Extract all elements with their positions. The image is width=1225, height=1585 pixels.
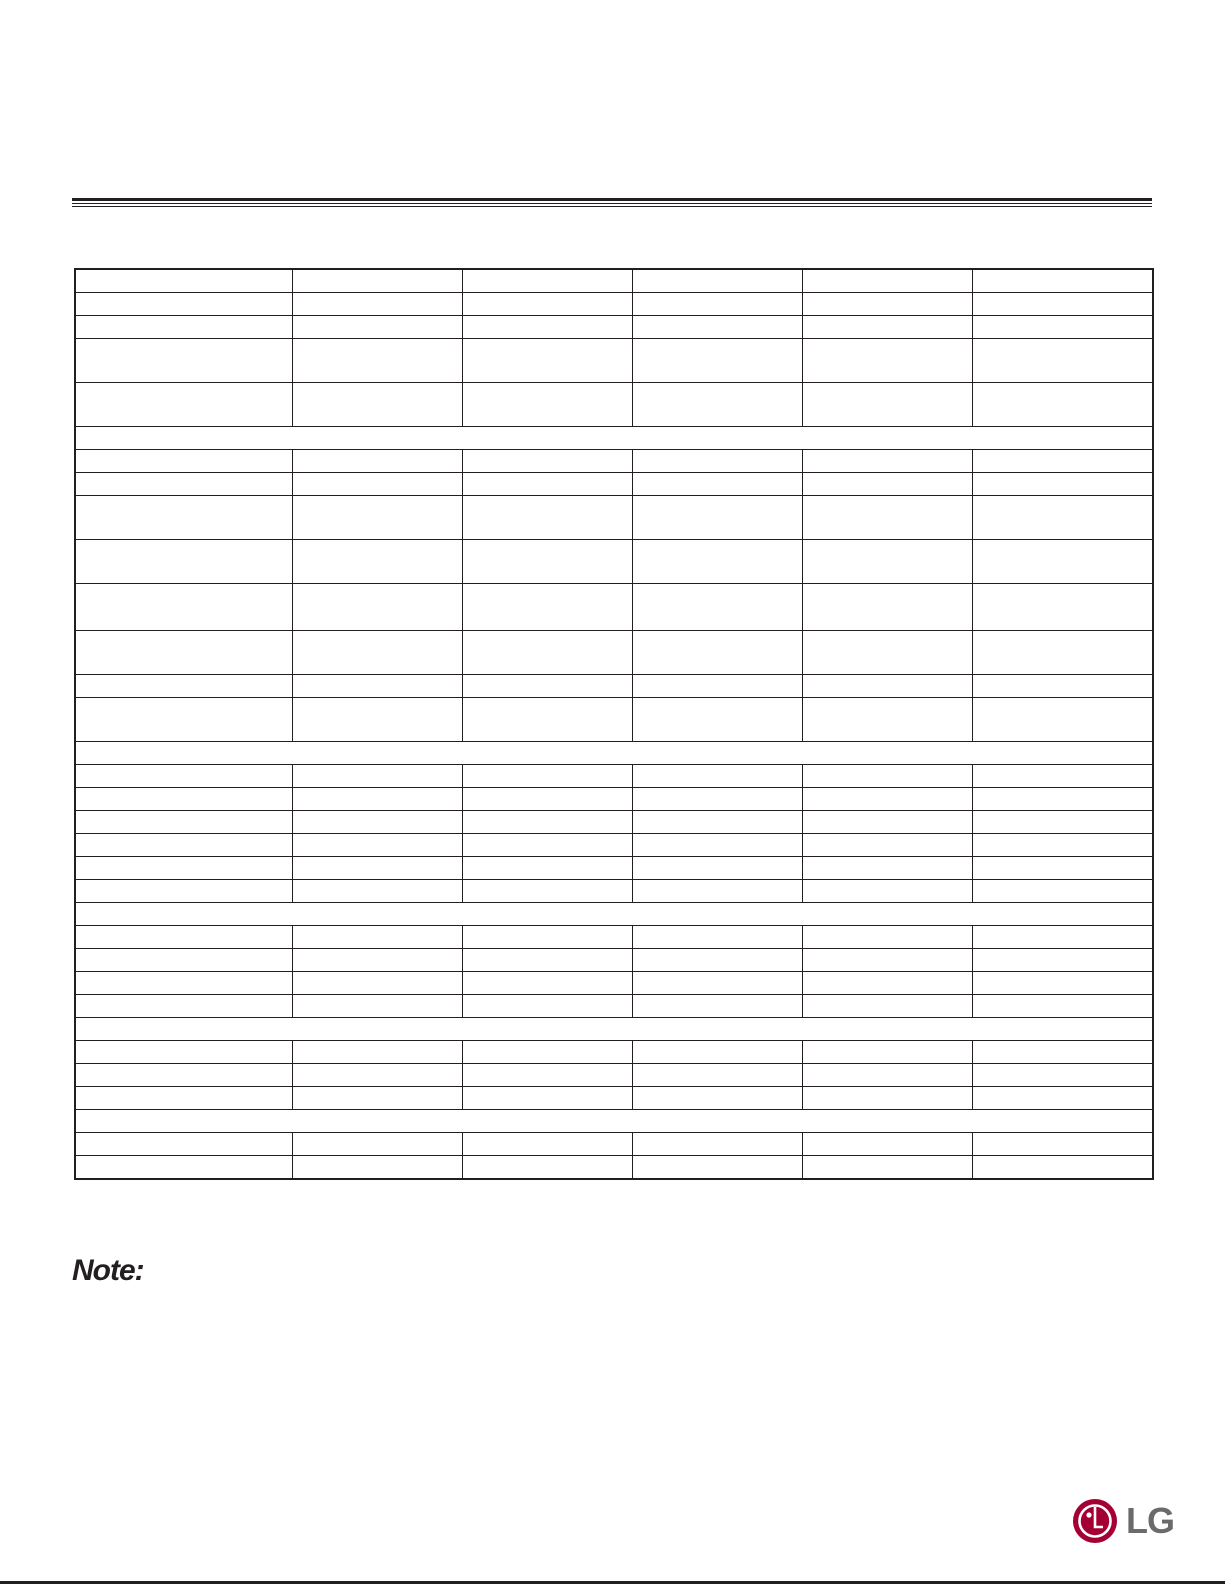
- table-row: [75, 926, 1153, 949]
- table-row: [75, 834, 1153, 857]
- table-row: [75, 316, 1153, 339]
- table-row: [75, 383, 1153, 427]
- table-row: [75, 269, 1153, 293]
- section-header-row: [75, 1110, 1153, 1133]
- table-row: [75, 450, 1153, 473]
- lg-face-logo-icon: [1072, 1498, 1118, 1544]
- table-row: [75, 540, 1153, 584]
- table-row: [75, 1041, 1153, 1064]
- header-rule-thin: [72, 203, 1152, 204]
- section-header-row: [75, 427, 1153, 450]
- table-row: [75, 880, 1153, 903]
- table-row: [75, 584, 1153, 631]
- table-row: [75, 811, 1153, 834]
- table-row: [75, 1133, 1153, 1156]
- section-header-row: [75, 742, 1153, 765]
- table-row: [75, 995, 1153, 1018]
- lg-logo: [1072, 1497, 1174, 1545]
- header-rule-thick: [72, 198, 1152, 201]
- table-row: [75, 1087, 1153, 1110]
- note-label: Note:: [72, 1254, 144, 1287]
- table-row: [75, 972, 1153, 995]
- header-rule-thin-2: [72, 206, 1152, 207]
- footer-rule: [0, 1581, 1225, 1584]
- table-row: [75, 675, 1153, 698]
- table-row: [75, 293, 1153, 316]
- table-row: [75, 765, 1153, 788]
- table-row: [75, 339, 1153, 383]
- table-row: [75, 473, 1153, 496]
- table-row: [75, 496, 1153, 540]
- section-header-row: [75, 1018, 1153, 1041]
- section-header-row: [75, 903, 1153, 926]
- table-row: [75, 1064, 1153, 1087]
- lg-wordmark: LG: [1126, 1500, 1174, 1541]
- table-row: [75, 1156, 1153, 1180]
- table-row: [75, 857, 1153, 880]
- spec-table: [74, 268, 1154, 1180]
- table-row: [75, 698, 1153, 742]
- table-row: [75, 631, 1153, 675]
- table-row: [75, 788, 1153, 811]
- table-row: [75, 949, 1153, 972]
